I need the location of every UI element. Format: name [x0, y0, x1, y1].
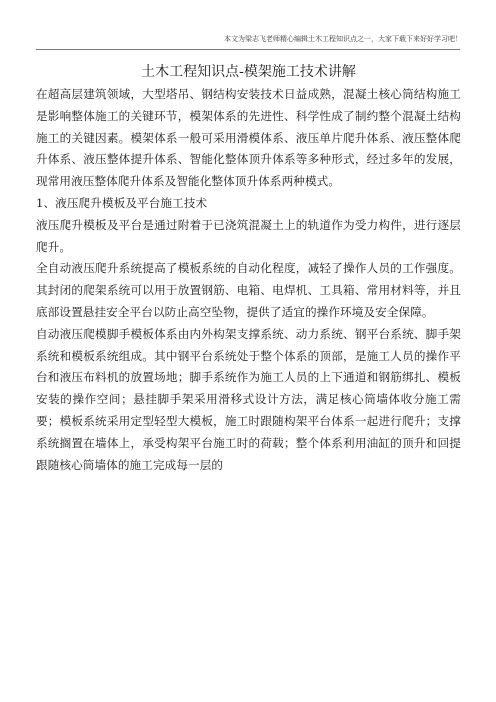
paragraph-climbing-formwork: 液压爬升模板及平台是通过附着于已浇筑混凝土上的轨道作为受力构件，进行逐层爬升。 — [36, 217, 461, 254]
section-heading: 1、液压爬升模板及平台施工技术 — [36, 195, 208, 210]
paragraph-intro: 在超高层建筑领域，大型塔吊、钢结构安装技术日益成熟，混凝土核心筒结构施工是影响整体施工的关键环节，模架体系的先进性、科学性成了制约整个混凝土结构施工的关键因素。模架体系一般可采用滑模体系、液压单片爬升体系、液压整体爬升体系、液压整体提升体系、智能化整体顶升体系等多种形式，经过多年的发展，现常用液压整体爬升体系及智能化整体顶升体系两种模式。 — [36, 87, 461, 189]
document-body — [36, 60, 461, 476]
paragraph-system-composition: 自动液压爬模脚手模板体系由内外构架支撑系统、动力系统、钢平台系统、脚手架系统和模板系统组成。其中钢平台系统处于整个体系的顶部，是施工人员的操作平台和液压布料机的放置场地；脚手系统作为施工人员的上下通道和钢筋绑扎、模板安装的操作空间；悬挂脚手架采用滑移式设计方法，满足核心筒墙体收分施工需要；模板系统采用定型轻型大模板，施工时跟随构架平台体系一起进行爬升；支撑系统搁置在墙体上，承受构架平台施工时的荷载；整个体系利用油缸的顶升和回提跟随核心筒墙体的施工完成每一层的 — [36, 326, 461, 472]
paragraph-automation: 全自动液压爬升系统提高了模板系统的自动化程度，减轻了操作人员的工作强度。其封闭的爬架系统可以用于放置钢筋、电箱、电焊机、工具箱、常用材料等，并且底部设置悬挂安全平台以防止高空坠物，提供了适宜的操作环境及安全保障。 — [36, 261, 461, 319]
header-note: 本文为梁志飞老师精心编辑土木工程知识点之一，大家下载下来好好学习吧！ — [224, 35, 462, 43]
document-title: 土木工程知识点-模架施工技术讲解 — [141, 64, 356, 80]
header-divider — [36, 49, 460, 50]
